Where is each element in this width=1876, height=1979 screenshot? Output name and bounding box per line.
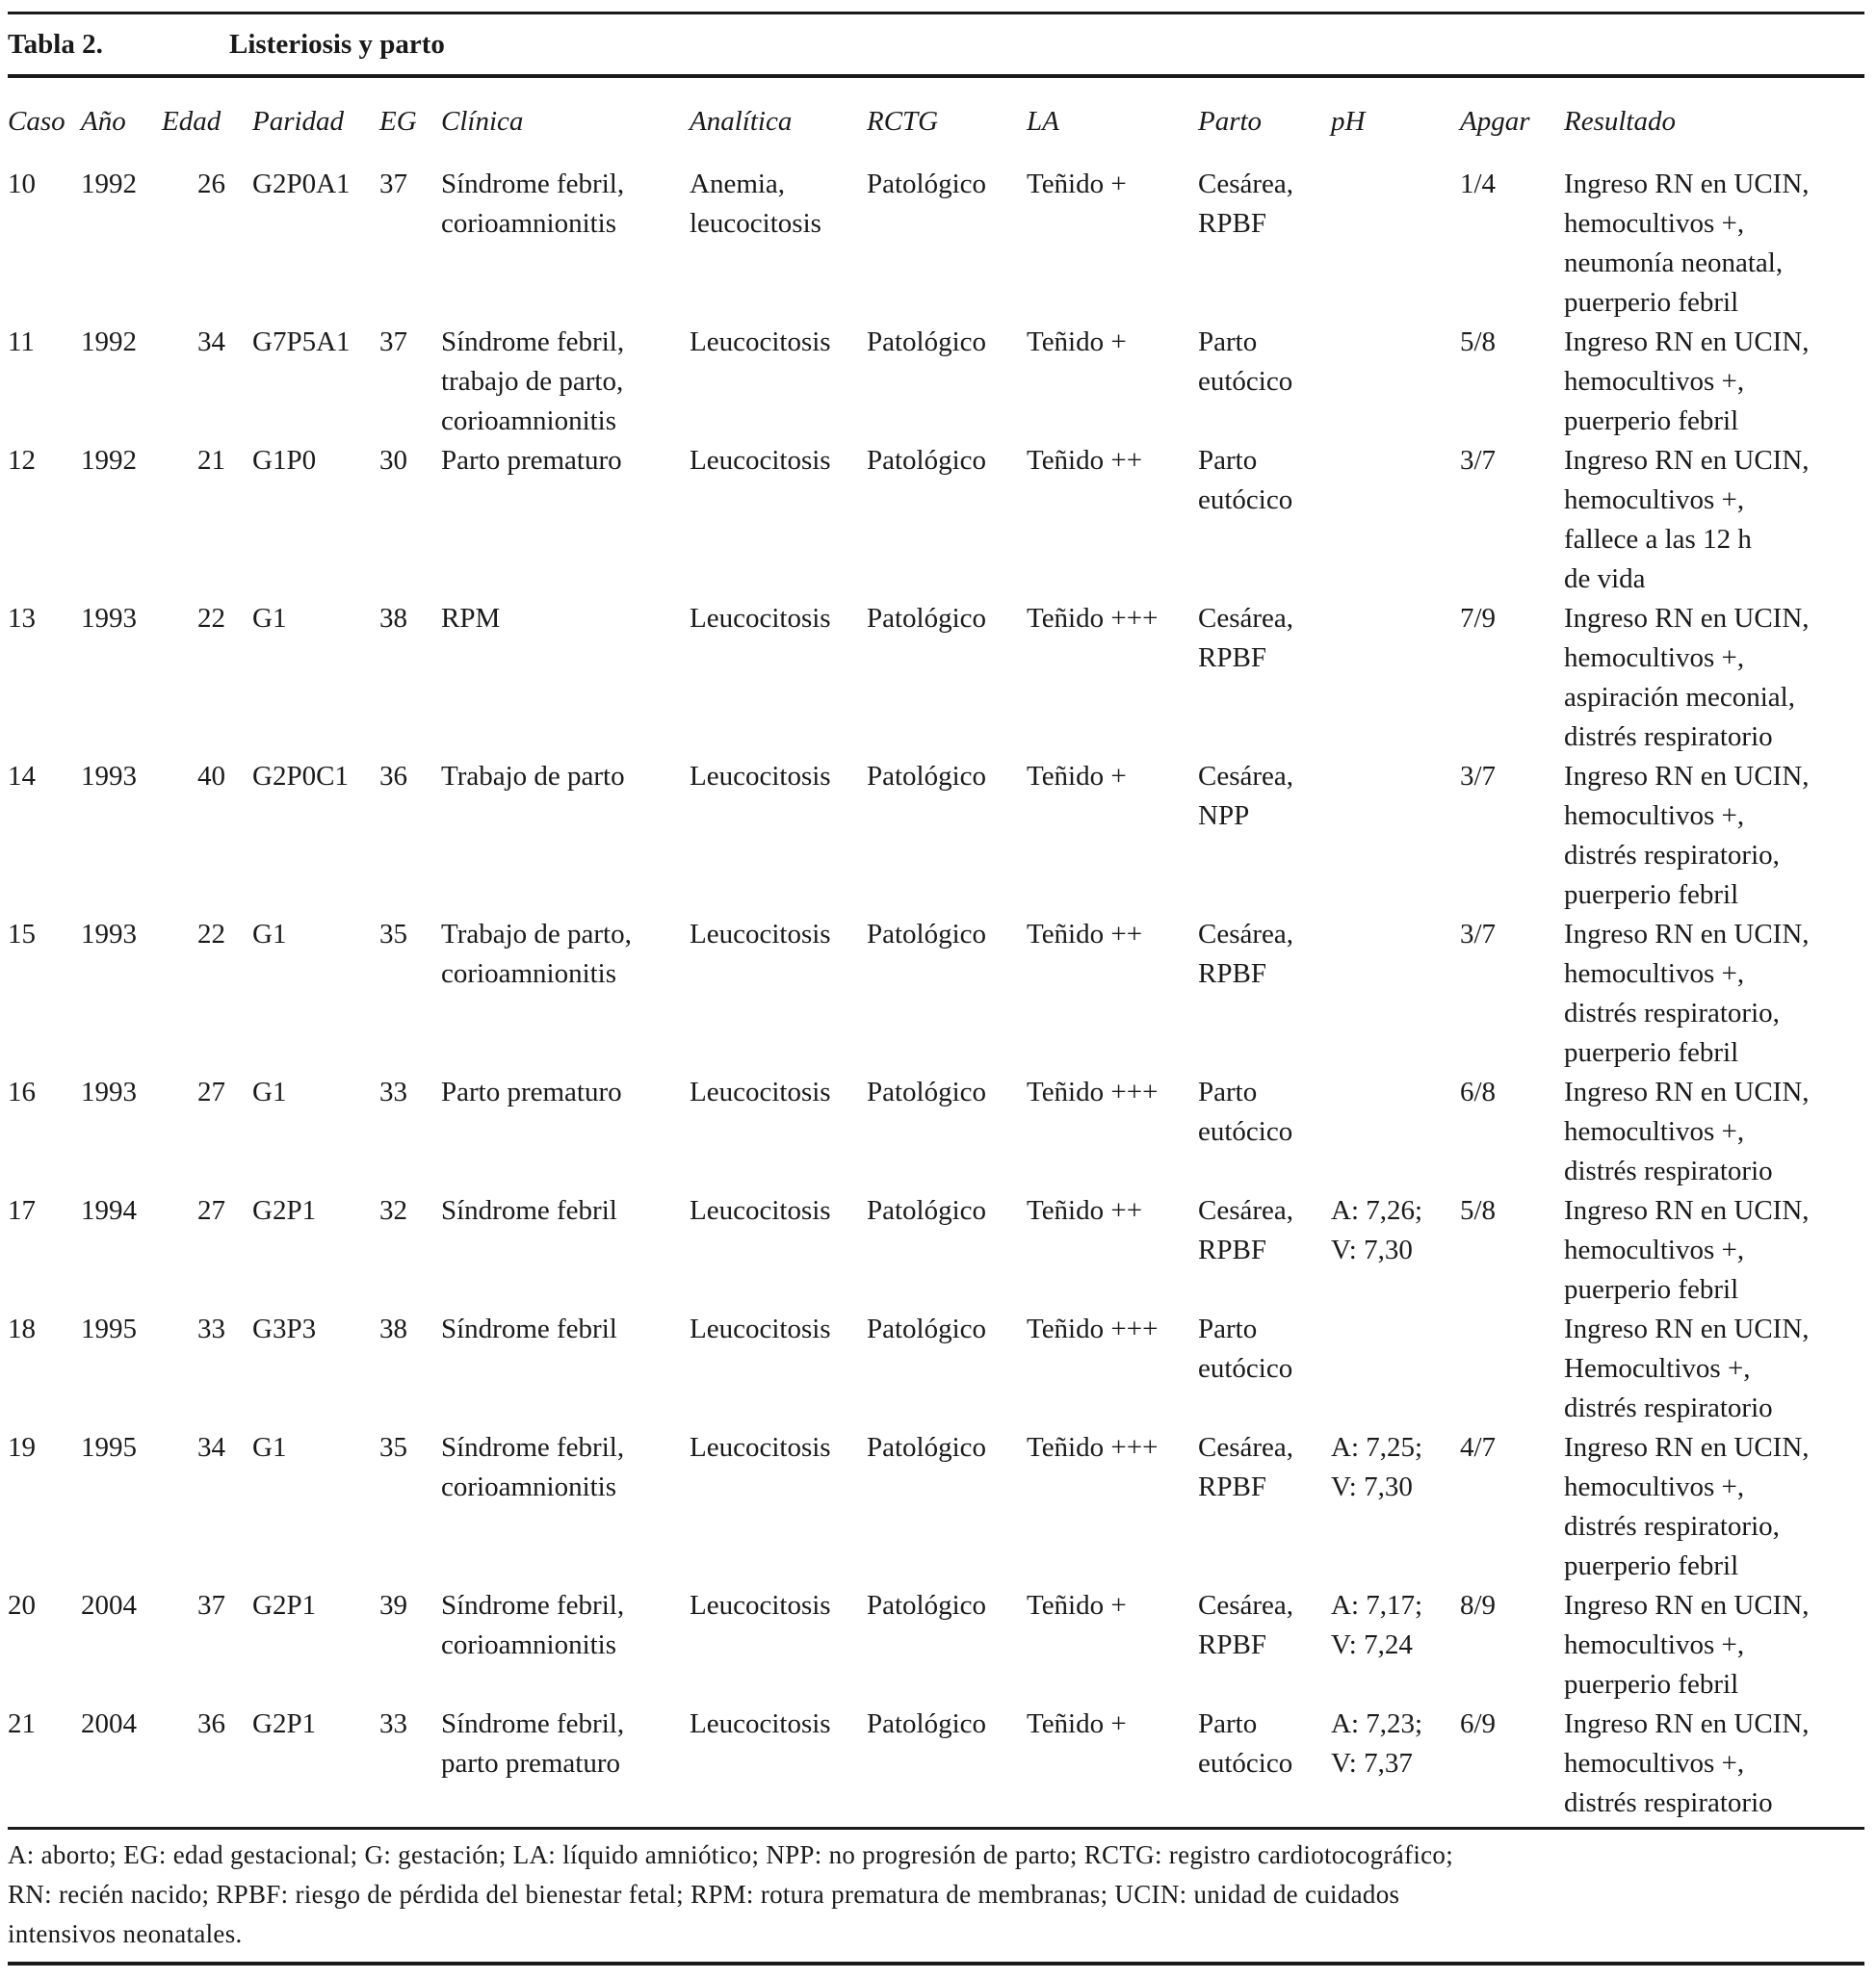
table-row bbox=[8, 1073, 1864, 1191]
cell-resultado-line: neumonía neonatal, bbox=[1564, 247, 1784, 278]
cell-analitica-line: Leucocitosis bbox=[690, 1077, 831, 1107]
cell-ph-line: V: 7,30 bbox=[1331, 1471, 1413, 1502]
cell-caso: 18 bbox=[8, 1314, 36, 1344]
cell-paridad: G1 bbox=[252, 603, 287, 634]
cell-parto-line: Parto bbox=[1198, 1077, 1258, 1107]
cell-anio: 1993 bbox=[81, 1077, 137, 1107]
cell-ph bbox=[1331, 1191, 1460, 1310]
cell-resultado-line: Ingreso RN en UCIN, bbox=[1564, 169, 1810, 199]
cell-apgar: 6/8 bbox=[1460, 1077, 1497, 1107]
cell-resultado-line: hemocultivos +, bbox=[1564, 208, 1745, 239]
cell-analitica bbox=[690, 1073, 867, 1191]
cell-anio: 1995 bbox=[81, 1432, 137, 1463]
cell-clinica bbox=[441, 915, 690, 1073]
cell-resultado-line: Ingreso RN en UCIN, bbox=[1564, 1195, 1810, 1226]
cell-ph-line: A: 7,23; bbox=[1331, 1708, 1423, 1739]
cell-parto-line: eutócico bbox=[1198, 1116, 1293, 1147]
header-ph: pH bbox=[1331, 105, 1366, 137]
cell-eg: 33 bbox=[379, 1708, 407, 1739]
cell-resultado bbox=[1564, 1310, 1864, 1428]
cell-resultado-line: puerperio febril bbox=[1564, 1669, 1739, 1700]
cell-caso: 19 bbox=[8, 1432, 36, 1463]
cell-edad: 27 bbox=[197, 1195, 225, 1226]
cell-resultado-line: Ingreso RN en UCIN, bbox=[1564, 1590, 1810, 1621]
cell-clinica-line: corioamnionitis bbox=[441, 208, 617, 239]
cell-la: Teñido +++ bbox=[1027, 1314, 1159, 1344]
cell-clinica bbox=[441, 165, 690, 323]
cell-resultado-line: Ingreso RN en UCIN, bbox=[1564, 919, 1810, 950]
cell-edad: 27 bbox=[197, 1077, 225, 1107]
cell-anio: 2004 bbox=[81, 1708, 137, 1739]
cell-edad: 36 bbox=[197, 1708, 225, 1739]
cell-analitica bbox=[690, 1310, 867, 1428]
header-paridad: Paridad bbox=[252, 105, 345, 137]
cell-anio: 2004 bbox=[81, 1590, 137, 1621]
cell-edad: 26 bbox=[197, 169, 225, 199]
header-analitica: Analítica bbox=[690, 105, 793, 137]
cell-rctg: Patológico bbox=[867, 326, 987, 357]
cell-resultado bbox=[1564, 915, 1864, 1073]
cell-analitica-line: Leucocitosis bbox=[690, 1314, 831, 1344]
cell-caso: 16 bbox=[8, 1077, 36, 1107]
cell-eg: 32 bbox=[379, 1195, 407, 1226]
cell-anio: 1993 bbox=[81, 919, 137, 950]
cell-clinica-line: parto prematuro bbox=[441, 1748, 621, 1779]
cell-eg: 38 bbox=[379, 603, 407, 634]
cell-parto-line: RPBF bbox=[1198, 1471, 1266, 1502]
cell-clinica bbox=[441, 757, 690, 915]
cell-parto-line: RPBF bbox=[1198, 1629, 1266, 1660]
cell-resultado-line: distrés respiratorio bbox=[1564, 1393, 1773, 1423]
cell-rctg: Patológico bbox=[867, 1590, 987, 1621]
cell-resultado-line: hemocultivos +, bbox=[1564, 484, 1745, 515]
cell-paridad: G2P1 bbox=[252, 1590, 317, 1621]
cell-edad: 22 bbox=[197, 919, 225, 950]
cell-parto bbox=[1198, 1073, 1331, 1191]
table-footnote bbox=[8, 1827, 1864, 1966]
cell-analitica bbox=[690, 441, 867, 599]
cell-resultado bbox=[1564, 323, 1864, 441]
cell-clinica-line: corioamnionitis bbox=[441, 1471, 617, 1502]
cell-edad: 37 bbox=[197, 1590, 225, 1621]
cell-caso: 17 bbox=[8, 1195, 36, 1226]
cell-parto-line: eutócico bbox=[1198, 1353, 1293, 1384]
cell-resultado bbox=[1564, 757, 1864, 915]
cell-ph-line: A: 7,26; bbox=[1331, 1195, 1423, 1226]
cell-parto-line: RPBF bbox=[1198, 642, 1266, 673]
cell-anio: 1993 bbox=[81, 761, 137, 792]
cell-resultado-line: Ingreso RN en UCIN, bbox=[1564, 326, 1810, 357]
cell-resultado-line: distrés respiratorio, bbox=[1564, 1511, 1780, 1542]
cell-anio: 1993 bbox=[81, 603, 137, 634]
cell-parto bbox=[1198, 165, 1331, 323]
cell-eg: 30 bbox=[379, 445, 407, 476]
header-caso: Caso bbox=[8, 105, 65, 137]
cell-caso: 13 bbox=[8, 603, 36, 634]
cell-resultado bbox=[1564, 1073, 1864, 1191]
cell-resultado-line: hemocultivos +, bbox=[1564, 800, 1745, 831]
cell-clinica bbox=[441, 441, 690, 599]
cell-resultado-line: Ingreso RN en UCIN, bbox=[1564, 1708, 1810, 1739]
cell-analitica bbox=[690, 915, 867, 1073]
cell-clinica bbox=[441, 599, 690, 757]
cell-clinica bbox=[441, 1073, 690, 1191]
cell-paridad: G1 bbox=[252, 1432, 287, 1463]
cell-resultado bbox=[1564, 165, 1864, 323]
cell-analitica-line: Leucocitosis bbox=[690, 1195, 831, 1226]
cell-la: Teñido +++ bbox=[1027, 1432, 1159, 1463]
cell-caso: 10 bbox=[8, 169, 36, 199]
cell-ph bbox=[1331, 1428, 1460, 1586]
header-edad: Edad bbox=[162, 105, 221, 137]
cell-parto-line: RPBF bbox=[1198, 958, 1266, 989]
cell-paridad: G1 bbox=[252, 1077, 287, 1107]
cell-analitica bbox=[690, 1586, 867, 1705]
cell-clinica-line: Parto prematuro bbox=[441, 1077, 622, 1107]
cell-parto-line: Cesárea, bbox=[1198, 169, 1294, 199]
cell-apgar: 4/7 bbox=[1460, 1432, 1497, 1463]
cell-caso: 20 bbox=[8, 1590, 36, 1621]
cell-clinica-line: corioamnionitis bbox=[441, 1629, 617, 1660]
cell-paridad: G2P1 bbox=[252, 1708, 317, 1739]
cell-resultado bbox=[1564, 1705, 1864, 1823]
cell-ph-line: A: 7,25; bbox=[1331, 1432, 1423, 1463]
cell-parto bbox=[1198, 915, 1331, 1073]
cell-resultado-line: puerperio febril bbox=[1564, 287, 1739, 318]
cell-eg: 36 bbox=[379, 761, 407, 792]
header-parto: Parto bbox=[1198, 105, 1263, 137]
table-number: Tabla 2. bbox=[8, 28, 103, 60]
cell-eg: 39 bbox=[379, 1590, 407, 1621]
cell-parto bbox=[1198, 1310, 1331, 1428]
cell-parto bbox=[1198, 1705, 1331, 1823]
cell-clinica-line: Trabajo de parto bbox=[441, 761, 625, 792]
cell-clinica bbox=[441, 1428, 690, 1586]
cell-clinica bbox=[441, 1310, 690, 1428]
table-row bbox=[8, 1191, 1864, 1310]
cell-caso: 14 bbox=[8, 761, 36, 792]
cell-clinica-line: RPM bbox=[441, 603, 501, 634]
cell-rctg: Patológico bbox=[867, 1432, 987, 1463]
cell-resultado-line: hemocultivos +, bbox=[1564, 958, 1745, 989]
cell-ph bbox=[1331, 757, 1460, 915]
cell-resultado-line: Ingreso RN en UCIN, bbox=[1564, 445, 1810, 476]
cell-apgar: 1/4 bbox=[1460, 169, 1497, 199]
cell-resultado bbox=[1564, 599, 1864, 757]
cell-eg: 37 bbox=[379, 326, 407, 357]
cell-rctg: Patológico bbox=[867, 1195, 987, 1226]
cell-anio: 1992 bbox=[81, 169, 137, 199]
cell-eg: 38 bbox=[379, 1314, 407, 1344]
cell-resultado-line: Ingreso RN en UCIN, bbox=[1564, 761, 1810, 792]
cell-apgar: 3/7 bbox=[1460, 919, 1497, 950]
cell-paridad: G7P5A1 bbox=[252, 326, 351, 357]
cell-analitica bbox=[690, 165, 867, 323]
cell-paridad: G2P0C1 bbox=[252, 761, 349, 792]
cell-analitica-line: Leucocitosis bbox=[690, 445, 831, 476]
cell-resultado-line: Hemocultivos +, bbox=[1564, 1353, 1751, 1384]
cell-edad: 22 bbox=[197, 603, 225, 634]
cell-resultado-line: Ingreso RN en UCIN, bbox=[1564, 603, 1810, 634]
cell-ph bbox=[1331, 165, 1460, 323]
cell-resultado bbox=[1564, 1428, 1864, 1586]
cell-resultado bbox=[1564, 441, 1864, 599]
cell-clinica-line: corioamnionitis bbox=[441, 958, 617, 989]
cell-ph-line: V: 7,37 bbox=[1331, 1748, 1413, 1779]
table-row bbox=[8, 323, 1864, 441]
cell-edad: 34 bbox=[197, 1432, 225, 1463]
cell-apgar: 3/7 bbox=[1460, 761, 1497, 792]
cell-resultado-line: distrés respiratorio, bbox=[1564, 840, 1780, 871]
cell-la: Teñido ++ bbox=[1027, 1195, 1143, 1226]
cell-parto-line: RPBF bbox=[1198, 1235, 1266, 1265]
cell-ph bbox=[1331, 441, 1460, 599]
cell-paridad: G2P1 bbox=[252, 1195, 317, 1226]
cell-parto-line: Parto bbox=[1198, 1708, 1258, 1739]
header-resultado: Resultado bbox=[1564, 105, 1676, 137]
cell-clinica-line: Parto prematuro bbox=[441, 445, 622, 476]
header-rctg: RCTG bbox=[867, 105, 939, 137]
cell-la: Teñido + bbox=[1027, 169, 1127, 199]
cell-analitica-line: Leucocitosis bbox=[690, 1590, 831, 1621]
cell-rctg: Patológico bbox=[867, 1314, 987, 1344]
cell-ph bbox=[1331, 599, 1460, 757]
cell-parto-line: eutócico bbox=[1198, 366, 1293, 397]
cell-parto bbox=[1198, 599, 1331, 757]
cell-rctg: Patológico bbox=[867, 761, 987, 792]
table-row bbox=[8, 1310, 1864, 1428]
cell-paridad: G3P3 bbox=[252, 1314, 317, 1344]
cell-analitica-line: Leucocitosis bbox=[690, 1708, 831, 1739]
cell-ph-line: A: 7,17; bbox=[1331, 1590, 1423, 1621]
table-container bbox=[8, 12, 1864, 1966]
cell-rctg: Patológico bbox=[867, 1077, 987, 1107]
cell-clinica bbox=[441, 1705, 690, 1823]
cell-eg: 35 bbox=[379, 919, 407, 950]
cell-ph bbox=[1331, 1705, 1460, 1823]
cell-paridad: G1 bbox=[252, 919, 287, 950]
cell-caso: 21 bbox=[8, 1708, 36, 1739]
table-row bbox=[8, 1428, 1864, 1586]
cell-parto-line: Cesárea, bbox=[1198, 761, 1294, 792]
footnote-line: RN: recién nacido; RPBF: riesgo de pérdida del bienestar fetal; RPM: rotura prematura de membranas; UCIN: unidad de cuidados bbox=[8, 1880, 1400, 1909]
cell-clinica-line: corioamnionitis bbox=[441, 405, 617, 436]
cell-la: Teñido ++ bbox=[1027, 919, 1143, 950]
cell-parto-line: Cesárea, bbox=[1198, 603, 1294, 634]
cell-resultado bbox=[1564, 1191, 1864, 1310]
cell-analitica-line: Leucocitosis bbox=[690, 919, 831, 950]
cell-clinica-line: Síndrome febril, bbox=[441, 326, 625, 357]
cell-parto bbox=[1198, 757, 1331, 915]
cell-resultado-line: hemocultivos +, bbox=[1564, 642, 1745, 673]
cell-analitica bbox=[690, 757, 867, 915]
cell-ph bbox=[1331, 1073, 1460, 1191]
cell-resultado-line: hemocultivos +, bbox=[1564, 1116, 1745, 1147]
cell-clinica-line: Trabajo de parto, bbox=[441, 919, 632, 950]
cell-anio: 1994 bbox=[81, 1195, 137, 1226]
cell-ph bbox=[1331, 915, 1460, 1073]
cell-la: Teñido + bbox=[1027, 326, 1127, 357]
cell-resultado-line: hemocultivos +, bbox=[1564, 1748, 1745, 1779]
cell-parto-line: RPBF bbox=[1198, 208, 1266, 239]
cell-ph bbox=[1331, 323, 1460, 441]
header-anio: Año bbox=[81, 105, 126, 137]
cell-resultado-line: puerperio febril bbox=[1564, 879, 1739, 910]
cell-apgar: 7/9 bbox=[1460, 603, 1497, 634]
cell-analitica-line: Anemia, bbox=[690, 169, 786, 199]
cell-rctg: Patológico bbox=[867, 603, 987, 634]
cell-apgar: 5/8 bbox=[1460, 326, 1497, 357]
cell-resultado-line: hemocultivos +, bbox=[1564, 1471, 1745, 1502]
cell-eg: 33 bbox=[379, 1077, 407, 1107]
cell-analitica bbox=[690, 1191, 867, 1310]
cell-parto-line: Parto bbox=[1198, 445, 1258, 476]
cell-anio: 1995 bbox=[81, 1314, 137, 1344]
cell-resultado-line: hemocultivos +, bbox=[1564, 1235, 1745, 1265]
cell-analitica-line: Leucocitosis bbox=[690, 326, 831, 357]
cell-resultado-line: puerperio febril bbox=[1564, 405, 1739, 436]
cell-clinica-line: Síndrome febril, bbox=[441, 1708, 625, 1739]
cell-resultado-line: Ingreso RN en UCIN, bbox=[1564, 1432, 1810, 1463]
cell-clinica bbox=[441, 1191, 690, 1310]
cell-apgar: 3/7 bbox=[1460, 445, 1497, 476]
table-row bbox=[8, 441, 1864, 599]
cell-rctg: Patológico bbox=[867, 169, 987, 199]
cell-anio: 1992 bbox=[81, 326, 137, 357]
cell-la: Teñido + bbox=[1027, 1708, 1127, 1739]
cell-clinica bbox=[441, 323, 690, 441]
cell-analitica bbox=[690, 323, 867, 441]
cell-analitica-line: Leucocitosis bbox=[690, 761, 831, 792]
cell-analitica bbox=[690, 1428, 867, 1586]
table-row bbox=[8, 757, 1864, 915]
cell-parto-line: Cesárea, bbox=[1198, 919, 1294, 950]
cell-resultado-line: hemocultivos +, bbox=[1564, 366, 1745, 397]
table-row bbox=[8, 1705, 1864, 1823]
cell-parto-line: NPP bbox=[1198, 800, 1250, 831]
cell-rctg: Patológico bbox=[867, 445, 987, 476]
cell-caso: 15 bbox=[8, 919, 36, 950]
cell-clinica bbox=[441, 1586, 690, 1705]
header-clinica: Clínica bbox=[441, 105, 524, 137]
cell-clinica-line: Síndrome febril bbox=[441, 1195, 617, 1226]
cell-parto-line: Cesárea, bbox=[1198, 1432, 1294, 1463]
cell-clinica-line: trabajo de parto, bbox=[441, 366, 624, 397]
cell-parto bbox=[1198, 1586, 1331, 1705]
cell-edad: 33 bbox=[197, 1314, 225, 1344]
cell-parto bbox=[1198, 441, 1331, 599]
cell-paridad: G2P0A1 bbox=[252, 169, 351, 199]
cell-resultado-line: hemocultivos +, bbox=[1564, 1629, 1745, 1660]
cell-clinica-line: Síndrome febril, bbox=[441, 1432, 625, 1463]
cell-analitica-line: Leucocitosis bbox=[690, 1432, 831, 1463]
footnote-line: intensivos neonatales. bbox=[8, 1919, 243, 1948]
cell-resultado-line: distrés respiratorio bbox=[1564, 1156, 1773, 1186]
cell-resultado-line: Ingreso RN en UCIN, bbox=[1564, 1314, 1810, 1344]
cell-eg: 35 bbox=[379, 1432, 407, 1463]
header-apgar: Apgar bbox=[1460, 105, 1530, 137]
cell-la: Teñido +++ bbox=[1027, 1077, 1159, 1107]
cell-la: Teñido ++ bbox=[1027, 445, 1143, 476]
cell-la: Teñido + bbox=[1027, 1590, 1127, 1621]
cell-clinica-line: Síndrome febril, bbox=[441, 169, 625, 199]
cell-resultado bbox=[1564, 1586, 1864, 1705]
cell-apgar: 5/8 bbox=[1460, 1195, 1497, 1226]
table-row bbox=[8, 165, 1864, 323]
cell-resultado-line: distrés respiratorio, bbox=[1564, 998, 1780, 1029]
cell-ph bbox=[1331, 1586, 1460, 1705]
header-row bbox=[8, 78, 1864, 165]
cell-parto-line: Cesárea, bbox=[1198, 1590, 1294, 1621]
table-caption bbox=[8, 14, 1864, 78]
table-body bbox=[8, 165, 1864, 1823]
cell-resultado-line: puerperio febril bbox=[1564, 1550, 1739, 1581]
cell-paridad: G1P0 bbox=[252, 445, 317, 476]
cell-parto bbox=[1198, 1428, 1331, 1586]
cell-caso: 12 bbox=[8, 445, 36, 476]
table-row bbox=[8, 599, 1864, 757]
cell-resultado-line: puerperio febril bbox=[1564, 1274, 1739, 1305]
header-la: LA bbox=[1027, 105, 1059, 137]
cell-apgar: 6/9 bbox=[1460, 1708, 1497, 1739]
cell-rctg: Patológico bbox=[867, 1708, 987, 1739]
cell-resultado-line: puerperio febril bbox=[1564, 1037, 1739, 1068]
cell-resultado-line: de vida bbox=[1564, 563, 1646, 594]
cell-clinica-line: Síndrome febril bbox=[441, 1314, 617, 1344]
cell-parto-line: eutócico bbox=[1198, 484, 1293, 515]
cell-resultado-line: distrés respiratorio bbox=[1564, 1787, 1773, 1818]
cell-apgar: 8/9 bbox=[1460, 1590, 1497, 1621]
header-eg: EG bbox=[379, 105, 417, 137]
cell-resultado-line: Ingreso RN en UCIN, bbox=[1564, 1077, 1810, 1107]
cell-la: Teñido +++ bbox=[1027, 603, 1159, 634]
cell-parto-line: eutócico bbox=[1198, 1748, 1293, 1779]
cell-caso: 11 bbox=[8, 326, 35, 357]
table-row bbox=[8, 1586, 1864, 1705]
cell-parto-line: Parto bbox=[1198, 1314, 1258, 1344]
cell-analitica-line: leucocitosis bbox=[690, 208, 821, 239]
cell-edad: 34 bbox=[197, 326, 225, 357]
cell-ph bbox=[1331, 1310, 1460, 1428]
cell-anio: 1992 bbox=[81, 445, 137, 476]
cell-rctg: Patológico bbox=[867, 919, 987, 950]
cell-parto bbox=[1198, 323, 1331, 441]
cell-resultado-line: aspiración meconial, bbox=[1564, 682, 1795, 713]
cell-parto-line: Parto bbox=[1198, 326, 1258, 357]
table-title: Listeriosis y parto bbox=[229, 28, 445, 60]
cell-edad: 40 bbox=[197, 761, 225, 792]
cell-resultado-line: distrés respiratorio bbox=[1564, 721, 1773, 752]
cell-analitica bbox=[690, 599, 867, 757]
cell-ph-line: V: 7,24 bbox=[1331, 1629, 1413, 1660]
table-row bbox=[8, 915, 1864, 1073]
data-table bbox=[8, 78, 1864, 1823]
cell-parto bbox=[1198, 1191, 1331, 1310]
cell-resultado-line: fallece a las 12 h bbox=[1564, 524, 1752, 555]
cell-edad: 21 bbox=[197, 445, 225, 476]
cell-eg: 37 bbox=[379, 169, 407, 199]
footnote-line: A: aborto; EG: edad gestacional; G: gestación; LA: líquido amniótico; NPP: no progresión de parto; RCTG: registro cardiotocográfico; bbox=[8, 1840, 1454, 1869]
cell-la: Teñido + bbox=[1027, 761, 1127, 792]
cell-analitica bbox=[690, 1705, 867, 1823]
cell-analitica-line: Leucocitosis bbox=[690, 603, 831, 634]
cell-apgar bbox=[1460, 1310, 1564, 1428]
cell-clinica-line: Síndrome febril, bbox=[441, 1590, 625, 1621]
cell-parto-line: Cesárea, bbox=[1198, 1195, 1294, 1226]
cell-ph-line: V: 7,30 bbox=[1331, 1235, 1413, 1265]
